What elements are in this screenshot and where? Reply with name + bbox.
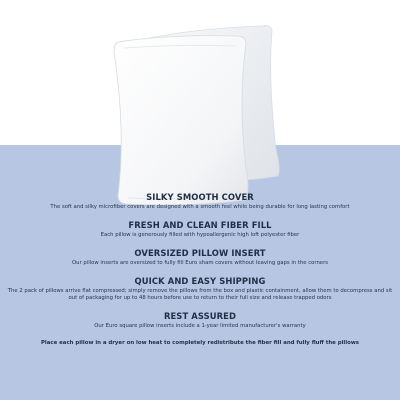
feature-list — [6, 192, 394, 347]
feature-description: Our Euro square pillow inserts include a 1-year limited manufacturer's warranty — [94, 323, 306, 329]
feature-title: FRESH AND CLEAN FIBER FILL — [128, 220, 272, 230]
feature-rest-assured — [6, 311, 394, 330]
feature-title: QUICK AND EASY SHIPPING — [134, 276, 266, 286]
feature-description: The 2 pack of pillows arrive flat compressed; simply remove the pillows from the box and plastic containment, allow them to decompress and sit out of packaging for up to 48 hours before use to return to their full size and release trapped odors — [7, 288, 393, 301]
feature-description: The soft and silky microfiber covers are designed with a smooth feel while being durable for long lasting comfort — [50, 204, 350, 210]
feature-oversized-insert — [6, 248, 394, 267]
feature-title: OVERSIZED PILLOW INSERT — [134, 248, 266, 258]
feature-description: Each pillow is generously filled with hypoallergenic high loft polyester fiber — [100, 232, 300, 238]
dryer-instruction-note: Place each pillow in a dryer on low heat to completely redistribute the fiber fill and fully fluff the pillows — [40, 340, 360, 346]
feature-description: Our pillow inserts are oversized to fully fill Euro sham covers without leaving gaps in the corners — [71, 260, 329, 266]
feature-shipping — [6, 276, 394, 302]
feature-title: REST ASSURED — [163, 311, 237, 321]
feature-silky-smooth-cover — [6, 192, 394, 211]
feature-title: SILKY SMOOTH COVER — [146, 192, 254, 202]
front-pillow — [114, 36, 248, 205]
feature-fiber-fill — [6, 220, 394, 239]
